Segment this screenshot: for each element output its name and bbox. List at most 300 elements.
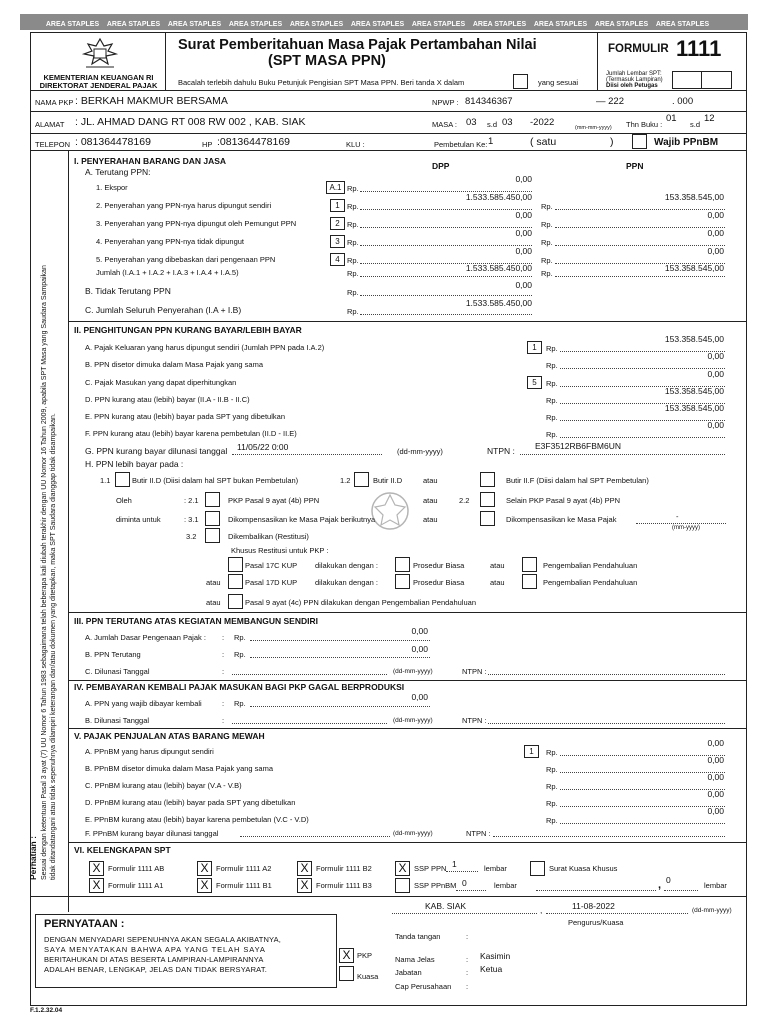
section-4a-label: A. PPN yang wajib dibayar kembali (85, 699, 202, 708)
rp-label: Rp. (234, 699, 246, 708)
section-5-row-value: 0,00 (707, 806, 724, 816)
section-1-row-label: 2. Penyerahan yang PPN-nya harus dipungut sendiri (96, 201, 272, 210)
statement-line: SAYA MENYATAKAN BAHWA APA YANG TELAH SAYA (44, 945, 266, 954)
page-subtitle: (SPT MASA PPN) (268, 53, 386, 69)
garuda-logo-icon (78, 36, 122, 70)
directorate-name: DIREKTORAT JENDERAL PAJAK (39, 81, 158, 90)
masa-label: MASA : (432, 120, 458, 129)
rp-label: Rp. (541, 269, 553, 278)
date-format: (dd-mm-yyyy) (393, 717, 433, 724)
overpay-nonrevision-checkbox[interactable] (115, 472, 130, 487)
phone-value: : 081364478169 (75, 136, 151, 148)
dotted-line (360, 227, 532, 228)
ntpn-value: E3F3512RB6FBM6UN (535, 441, 621, 451)
rp-label: Rp. (541, 220, 553, 229)
rp-label: Rp. (347, 238, 359, 247)
rp-label: Rp. (541, 202, 553, 211)
instruction-text: Bacalah terlebih dahulu Buku Petunjuk Pengisian SPT Masa PPN. Beri tanda X dalam (178, 78, 465, 87)
signing-date-format: (dd-mm-yyyy) (692, 907, 732, 914)
side-column-rule (68, 150, 69, 912)
page-title: Surat Pemberitahuan Masa Pajak Pertambahan Nilai (178, 37, 537, 53)
rp-label: Rp. (546, 379, 558, 388)
dotted-line (360, 209, 532, 210)
option-label: Prosedur Biasa (413, 578, 465, 587)
staple-label: AREA STAPLES (594, 21, 649, 28)
phone-label: TELEPON (35, 140, 71, 149)
section-2h-label: H. PPN lebih bayar pada : (85, 459, 184, 469)
section-rule (68, 321, 746, 322)
code-box: 2 (330, 217, 345, 230)
section-rule (30, 896, 746, 897)
dotted-line (250, 706, 430, 707)
section-2g-label: G. PPN kurang bayar dilunasi tanggal (85, 446, 228, 456)
section-rule (68, 842, 746, 843)
side-note-title: Perhatian : (28, 836, 38, 880)
officer-note: Diisi oleh Petugas (606, 83, 658, 89)
statement-line: BERITAHUKAN DI ATAS BESERTA LAMPIRAN-LAMPIRANNYA (44, 955, 264, 964)
side-note-line: Sesuai dengan ketentuan Pasal 3 ayat (7) UU Nomor 6 Tahun 1983 sebagaimana telah beberapa kali diubah terakhir dengan UU Nomor 16 Tahun 2009, apabila SPT Masa yang Saudara Sampaikan (41, 265, 48, 880)
fiscal-year-from: 01 (666, 113, 677, 124)
npwp-suffix: . 000 (672, 96, 694, 107)
rp-label: Rp. (347, 269, 359, 278)
dotted-line (555, 245, 725, 246)
option-number: : 3.1 (184, 515, 199, 524)
fiscal-year-to: 12 (704, 113, 715, 124)
sheets-label: lembar (484, 864, 507, 873)
dotted-line (560, 437, 725, 438)
npwp-value: 814346367 (465, 96, 513, 107)
signer-kuasa-checkbox[interactable] (339, 966, 354, 981)
section-3a-value: 0,00 (411, 626, 428, 636)
form-number: 1111 (676, 36, 722, 61)
period-format: (mm-yyyy) (672, 525, 700, 531)
dotted-line (493, 836, 725, 837)
colon: : (466, 932, 469, 941)
sheets-label: lembar (494, 881, 517, 890)
signer-position: Ketua (480, 964, 503, 974)
section-1b-dpp: 0,00 (515, 280, 532, 290)
correction-label: Pembetulan Ke: (434, 140, 488, 149)
section-5-row-label: B. PPnBM disetor dimuka dalam Masa Pajak yang sama (85, 764, 274, 773)
option-label: Butir II.D (Diisi dalam hal SPT bukan Pembetulan) (132, 476, 299, 485)
correction-words-close: ) (610, 136, 614, 148)
header-divider (165, 32, 166, 90)
rp-label: Rp. (347, 288, 359, 297)
section-1-row-ppn: 153.358.545,00 (664, 192, 724, 202)
dotted-line (232, 454, 382, 455)
option-number: 3.2 (186, 532, 197, 541)
section-5-row-label: E. PPnBM kurang atau (lebih) bayar karena pembetulan (V.C - V.D) (85, 815, 309, 824)
rp-label: Rp. (347, 184, 359, 193)
signer-name: Kasimin (480, 951, 511, 961)
section-1-total-dpp: 1.533.585.450,00 (465, 263, 532, 273)
correction-number: 1 (488, 136, 494, 147)
rp-label: Rp. (546, 799, 558, 808)
section-3a-label: A. Jumlah Dasar Pengenaan Pajak : (85, 633, 206, 642)
staple-label: AREA STAPLES (289, 21, 344, 28)
rp-label: Rp. (347, 202, 359, 211)
via-label: dilakukan dengan : (315, 578, 378, 587)
sheet-count-divider (701, 71, 702, 89)
ppn-header: PPN (626, 161, 644, 171)
attachment-checkbox[interactable]: X (297, 861, 312, 876)
section-rule (68, 728, 746, 729)
masa-from: 03 (466, 117, 477, 128)
staple-label: AREA STAPLES (106, 21, 161, 28)
section-1-row-ppn: 0,00 (707, 210, 724, 220)
restitution-label: Khusus Restitusi untuk PKP : (231, 546, 329, 555)
ministry-name: KEMENTERIAN KEUANGAN RI (43, 73, 154, 82)
position-label: Jabatan (395, 968, 422, 977)
rp-label: Rp. (347, 307, 359, 316)
extra-comma: , (658, 879, 662, 891)
17d-preliminary-checkbox[interactable] (522, 574, 537, 589)
section-1-row-dpp: 1.533.585.450,00 (465, 192, 532, 202)
section-4b-label: B. Dilunasi Tanggal (85, 716, 150, 725)
section-1-row-dpp: 0,00 (515, 210, 532, 220)
17c-regular-checkbox[interactable] (395, 557, 410, 572)
sheet-count-label: Jumlah Lembar SPT: (606, 71, 662, 77)
colon: : (466, 968, 469, 977)
code-box: A.1 (326, 181, 345, 194)
npwp-label: NPWP : (432, 98, 459, 107)
attachment-label: Formulir 1111 B3 (316, 881, 372, 890)
section-1-title: I. PENYERAHAN BARANG DAN JASA (74, 156, 227, 166)
section-1c-label: C. Jumlah Seluruh Penyerahan (I.A + I.B) (85, 305, 242, 315)
dotted-line (232, 723, 387, 724)
option-label: Pasal 17C KUP (245, 561, 298, 570)
option-label: Selain PKP Pasal 9 ayat (4b) PPN (506, 496, 621, 505)
compensate-checkbox[interactable] (205, 511, 220, 526)
sheets-label: lembar (704, 881, 727, 890)
ppnbm-label: Wajib PPnBM (654, 137, 719, 148)
article-17c-checkbox[interactable] (228, 557, 243, 572)
attachment-label: SSP PPnBM (414, 881, 457, 890)
attachment-checkbox[interactable] (530, 861, 545, 876)
staple-label: AREA STAPLES (228, 21, 283, 28)
section-3b-value: 0,00 (411, 644, 428, 654)
dotted-line (546, 913, 688, 914)
section-1-row-dpp: 0,00 (515, 174, 532, 184)
signature-label: Tanda tangan (395, 932, 441, 941)
section-4a-value: 0,00 (411, 692, 428, 702)
attachment-label: Formulir 1111 B1 (216, 881, 272, 890)
dotted-line (456, 890, 486, 891)
staples-bar (20, 14, 748, 30)
dotted-line (488, 723, 725, 724)
option-number: 1.1 (100, 476, 111, 485)
dotted-line (392, 913, 537, 914)
statement-title: PERNYATAAN : (44, 918, 125, 930)
section-3c-label: C. Dilunasi Tanggal (85, 667, 150, 676)
attachment-label: Formulir 1111 A1 (108, 881, 164, 890)
dpp-header: DPP (432, 161, 450, 171)
dotted-line (360, 314, 532, 315)
dotted-line (250, 657, 430, 658)
or-label: atau (423, 476, 438, 485)
statement-line: ADALAH BENAR, LENGKAP, JELAS DAN TIDAK BERSYARAT. (44, 965, 268, 974)
instruction-sample-checkbox (513, 74, 528, 89)
dotted-line (360, 245, 532, 246)
option-label: Butir II.F (Diisi dalam hal SPT Pembetulan) (506, 476, 649, 485)
via-label: dilakukan dengan : (315, 561, 378, 570)
hp-label: HP (202, 140, 213, 149)
colon: : (466, 982, 469, 991)
signer-kuasa-label: Kuasa (357, 972, 379, 981)
attachment-checkbox[interactable]: X (197, 861, 212, 876)
non-pkp-9-4b-checkbox[interactable] (480, 492, 495, 507)
section-1-row-ppn: 0,00 (707, 228, 724, 238)
signing-place: KAB. SIAK (425, 901, 467, 911)
signing-date: 11-08-2022 (572, 901, 615, 911)
code-box: 1 (527, 341, 542, 354)
ntpn-label: NTPN : (462, 716, 487, 725)
hp-value: :081364478169 (217, 136, 290, 148)
ssp-ppn-count: 1 (452, 859, 457, 869)
section-4-title: IV. PEMBAYARAN KEMBALI PAJAK MASUKAN BAGI PKP GAGAL BERPRODUKSI (74, 682, 405, 692)
dotted-line (555, 276, 725, 277)
requested-label: diminta untuk (116, 515, 161, 524)
option-label: Butir II.D (373, 476, 403, 485)
section-5-row-value: 0,00 (707, 772, 724, 782)
dotted-line (360, 295, 532, 296)
form-label: FORMULIR (608, 43, 669, 55)
staple-label: AREA STAPLES (533, 21, 588, 28)
masa-year: -2022 (530, 117, 555, 128)
section-5-row-label: A. PPnBM yang harus dipungut sendiri (85, 747, 214, 756)
rp-label: Rp. (541, 256, 553, 265)
option-label: Prosedur Biasa (413, 561, 465, 570)
pkp-9-4b-checkbox[interactable] (205, 492, 220, 507)
watermark-emblem-icon (365, 485, 415, 537)
rp-label: Rp. (546, 430, 558, 439)
compensate-period-checkbox[interactable] (480, 511, 495, 526)
section-1-row-label: 4. Penyerahan yang PPN-nya tidak dipungut (96, 237, 245, 246)
section-5-row-value: 0,00 (707, 755, 724, 765)
dotted-line (536, 890, 656, 891)
section-1b-label: B. Tidak Terutang PPN (85, 286, 171, 296)
staple-label: AREA STAPLES (45, 21, 100, 28)
sheet-count-note: (Termasuk Lampiran) (606, 77, 663, 83)
section-rule (68, 612, 746, 613)
attachment-checkbox[interactable]: X (297, 878, 312, 893)
code-box: 5 (527, 376, 542, 389)
ntpn-label: NTPN : (462, 667, 487, 676)
option-label: Pasal 9 ayat (4c) PPN dilakukan dengan Pengembalian Pendahuluan (245, 598, 476, 607)
signer-pkp-label: PKP (357, 951, 373, 960)
option-number: 2.2 (459, 496, 470, 505)
rp-label: Rp. (347, 256, 359, 265)
dotted-line (664, 890, 698, 891)
section-5-title: V. PAJAK PENJUALAN ATAS BARANG MEWAH (74, 731, 265, 741)
stamp-label: Cap Perusahaan (395, 982, 452, 991)
or-label: atau (423, 515, 438, 524)
dotted-line (560, 823, 725, 824)
attachment-label: Formulir 1111 AB (108, 864, 165, 873)
section-2-row-label: D. PPN kurang atau (lebih) bayar (II.A - II.B - II.C) (85, 395, 250, 404)
section-2-row-label: C. Pajak Masukan yang dapat diperhitungkan (85, 378, 237, 387)
date-format: (dd-mm-yyyy) (393, 830, 433, 837)
article-9-4c-checkbox[interactable] (228, 594, 243, 609)
masa-format: (mm-mm-yyyy) (575, 125, 612, 131)
section-2-row-label: B. PPN disetor dimuka dalam Masa Pajak yang sama (85, 360, 263, 369)
17c-preliminary-checkbox[interactable] (522, 557, 537, 572)
staple-label: AREA STAPLES (472, 21, 527, 28)
colon: : (222, 699, 225, 708)
section-2-row-value: 0,00 (707, 351, 724, 361)
masa-to: 03 (502, 117, 513, 128)
instruction-text-end: yang sesuai (538, 78, 579, 87)
date-format: (dd-mm-yyyy) (397, 447, 443, 456)
section-1-row-dpp: 0,00 (515, 246, 532, 256)
side-note-line: tidak ditandatangani atau tidak sepenuhnya dilampiri keterangan dan/atau dokumen yang ditetapkan, maka SPT Saudara dianggap tidak disampaikan. (50, 413, 57, 880)
option-label: PKP Pasal 9 ayat (4b) PPN (228, 496, 320, 505)
statement-line: DENGAN MENYADARI SEPENUHNYA AKAN SEGALA AKIBATNYA, (44, 935, 282, 944)
or-label: atau (206, 598, 221, 607)
section-3-title: III. PPN TERUTANG ATAS KEGIATAN MEMBANGUN SENDIRI (74, 616, 318, 626)
or-label: atau (423, 496, 438, 505)
attachment-checkbox[interactable]: X (197, 878, 212, 893)
option-label: Pengembalian Pendahuluan (543, 561, 638, 570)
section-5-row-label: C. PPnBM kurang atau (lebih) bayar (V.A - V.B) (85, 781, 242, 790)
rp-label: Rp. (546, 344, 558, 353)
dotted-line (560, 368, 725, 369)
dotted-line (360, 276, 532, 277)
by-label: Oleh (116, 496, 132, 505)
attachment-checkbox[interactable]: X (395, 861, 410, 876)
ppnbm-checkbox[interactable] (632, 134, 647, 149)
rp-label: Rp. (347, 220, 359, 229)
section-2-row-label: A. Pajak Keluaran yang harus dipungut sendiri (Jumlah PPN pada I.A.2) (85, 343, 325, 352)
section-2-row-label: F. PPN kurang atau (lebih) bayar karena pembetulan (II.D - II.E) (85, 429, 297, 438)
taxpayer-address: : JL. AHMAD DANG RT 008 RW 002 , KAB. SIAK (75, 116, 306, 128)
section-5f-label: F. PPnBM kurang bayar dilunasi tanggal (85, 829, 219, 838)
section-1-row-label: 1. Ekspor (96, 183, 128, 192)
or-label: atau (490, 578, 505, 587)
row-rule (30, 111, 746, 112)
attachment-checkbox[interactable] (395, 878, 410, 893)
overpay-iif-checkbox[interactable] (480, 472, 495, 487)
attachment-checkbox[interactable]: X (89, 878, 104, 893)
section-6-title: VI. KELENGKAPAN SPT (74, 845, 171, 855)
rp-label: Rp. (546, 748, 558, 757)
section-1c-dpp: 1.533.585.450,00 (465, 298, 532, 308)
rp-label: Rp. (234, 650, 246, 659)
section-2-row-value: 0,00 (707, 369, 724, 379)
section-1-total-ppn: 153.358.545,00 (664, 263, 724, 273)
section-1a-label: A. Terutang PPN: (85, 167, 151, 177)
section-1-row-label: 3. Penyerahan yang PPN-nya dipungut oleh Pemungut PPN (96, 219, 297, 228)
colon: : (222, 716, 225, 725)
colon: : (222, 667, 225, 676)
staple-label: AREA STAPLES (350, 21, 405, 28)
code-box: 4 (330, 253, 345, 266)
section-2-row-label: E. PPN kurang atau (lebih) bayar pada SPT yang dibetulkan (85, 412, 285, 421)
header-bottom-rule (30, 90, 746, 91)
rp-label: Rp. (546, 782, 558, 791)
restitution-checkbox[interactable] (205, 528, 220, 543)
dotted-line (636, 523, 726, 524)
or-label: atau (490, 561, 505, 570)
section-rule (68, 680, 746, 681)
option-label: Dikompensasikan ke Masa Pajak (506, 515, 617, 524)
name-label: NAMA PKP (35, 98, 74, 107)
rp-label: Rp. (546, 361, 558, 370)
period-dash: - (676, 512, 679, 521)
address-label: ALAMAT (35, 120, 65, 129)
date-format: (dd-mm-yyyy) (393, 668, 433, 675)
section-2-row-value: 0,00 (707, 420, 724, 430)
section-1-row-ppn: 0,00 (707, 246, 724, 256)
row-rule (30, 150, 746, 151)
rp-label: Rp. (234, 633, 246, 642)
dotted-line (446, 871, 478, 872)
dotted-line (250, 640, 430, 641)
fiscal-year-sd: s.d (690, 120, 701, 129)
attachment-checkbox[interactable]: X (89, 861, 104, 876)
colon: : (466, 955, 469, 964)
code-box: 1 (524, 745, 539, 758)
sheet-count-box (672, 71, 732, 89)
colon: : (222, 633, 225, 642)
ssp-ppnbm-count: 0 (462, 878, 467, 888)
option-label: Dikompensasikan ke Masa Pajak berikutnya (228, 515, 376, 524)
taxpayer-name: : BERKAH MAKMUR BERSAMA (75, 95, 228, 107)
rp-label: Rp. (546, 765, 558, 774)
name-field-label: Nama Jelas (395, 955, 435, 964)
dotted-line (488, 674, 725, 675)
article-17d-checkbox[interactable] (228, 574, 243, 589)
code-box: 1 (330, 199, 345, 212)
option-label: Pasal 17D KUP (245, 578, 298, 587)
section-2-title: II. PENGHITUNGAN PPN KURANG BAYAR/LEBIH BAYAR (74, 325, 302, 335)
header-divider (597, 32, 598, 90)
dotted-line (240, 836, 390, 837)
section-2-row-value: 153.358.545,00 (664, 386, 724, 396)
section-2g-date: 11/05/22 0:00 (237, 442, 289, 452)
form-code: F.1.2.32.04 (30, 1007, 63, 1014)
section-3b-label: B. PPN Terutang (85, 650, 141, 659)
rp-label: Rp. (546, 413, 558, 422)
signer-pkp-checkbox[interactable]: X (339, 948, 354, 963)
dotted-line (555, 209, 725, 210)
section-5-row-label: D. PPnBM kurang atau (lebih) bayar pada SPT yang dibetulkan (85, 798, 296, 807)
option-number: : 2.1 (184, 496, 199, 505)
attachment-label: SSP PPN (414, 864, 447, 873)
masa-sd: s.d (487, 120, 498, 129)
option-number: 1.2 (340, 476, 351, 485)
rp-label: Rp. (541, 238, 553, 247)
rp-label: Rp. (546, 816, 558, 825)
dotted-line (555, 227, 725, 228)
attachment-label: Formulir 1111 A2 (216, 864, 272, 873)
rp-label: Rp. (546, 396, 558, 405)
section-2-row-value: 153.358.545,00 (664, 334, 724, 344)
ntpn-label: NTPN : (487, 446, 515, 456)
or-label: atau (206, 578, 221, 587)
extra-count: 0 (666, 875, 671, 885)
code-box: 3 (330, 235, 345, 248)
option-label: Dikembalikan (Restitusi) (228, 532, 309, 541)
section-5-row-value: 0,00 (707, 789, 724, 799)
17d-regular-checkbox[interactable] (395, 574, 410, 589)
colon: : (222, 650, 225, 659)
dotted-line (232, 674, 387, 675)
section-5-row-value: 0,00 (707, 738, 724, 748)
section-2-row-value: 153.358.545,00 (664, 403, 724, 413)
correction-words: ( satu (530, 136, 557, 148)
staple-label: AREA STAPLES (655, 21, 710, 28)
